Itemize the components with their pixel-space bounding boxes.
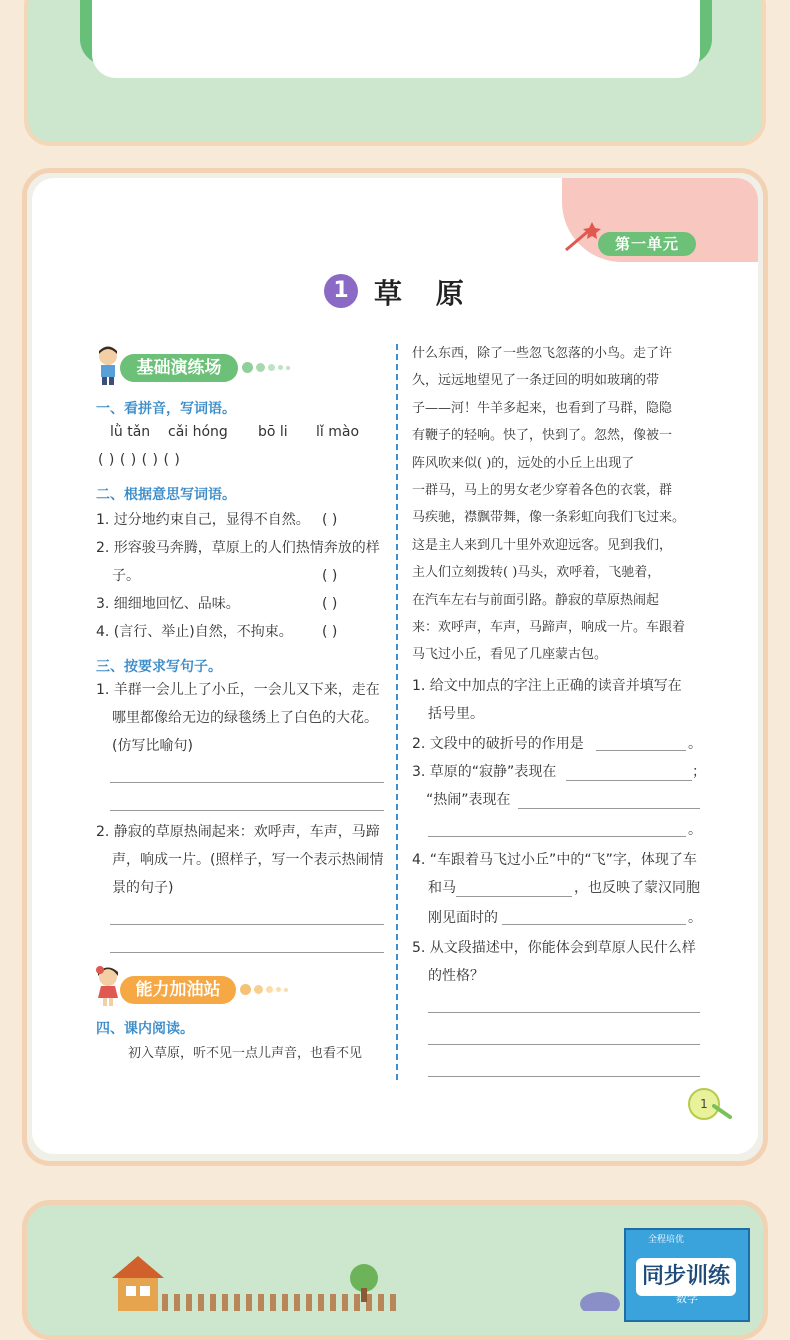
q1-line1: 1. 给文中加点的字注上正确的读音并填写在: [412, 678, 682, 694]
book-top-text: 全程培优: [648, 1235, 685, 1245]
boy-mascot-icon: [94, 346, 122, 386]
passage-line: 来：欢呼声，车声，马蹄声，响成一片。车跟着: [412, 620, 686, 636]
book-subject: 数学: [676, 1292, 698, 1305]
s2-item-3: 3. 细细地回忆、品味。: [96, 596, 240, 612]
basic-practice-label: 基础演练场: [120, 354, 238, 382]
reading-passage: [412, 340, 685, 669]
s3-q2-line3: 景的句子): [112, 880, 174, 896]
passage-line: 主人们立刻拨转( )马头，欢呼着，飞驰着，: [412, 565, 661, 581]
q4-line1: 4. “车跟着马飞过小丘”中的“飞”字，体现了车: [412, 852, 697, 868]
s3-q1-answer-line-2[interactable]: [110, 810, 384, 811]
q2-answer-line[interactable]: [596, 750, 686, 751]
pinyin-3: bō li: [258, 424, 288, 440]
passage-line: 马飞过小丘，看见了几座蒙古包。: [412, 647, 608, 663]
passage-line: 马疾驰，襟飘带舞，像一条彩虹向我们飞过来。: [412, 510, 686, 526]
column-divider: [396, 344, 398, 1080]
passage-line: 阵风吹来似( )的，远处的小丘上出现了: [412, 455, 635, 471]
q5-line1: 5. 从文段描述中，你能体会到草原人民什么样: [412, 940, 696, 956]
s2-answer-4[interactable]: ( ): [322, 624, 338, 640]
page-number: 1: [688, 1088, 720, 1120]
passage-line: 这是主人来到几十里外欢迎远客。见到我们，: [412, 537, 673, 553]
s3-q2-line2: 声，响成一片。(照样子，写一个表示热闹情: [112, 852, 384, 868]
lesson-title: 草 原: [374, 277, 476, 310]
q3-period: 。: [688, 822, 702, 838]
s2-item-4: 4. (言行、举止)自然，不拘束。: [96, 624, 293, 640]
q5-answer-line-2[interactable]: [428, 1044, 700, 1045]
pinyin-1: lǜ tǎn: [110, 424, 151, 440]
s2-item-2-cont: 子。: [112, 568, 140, 584]
decorative-dots-orange: [240, 984, 288, 995]
pinyin-4: lǐ mào: [316, 424, 360, 440]
q5-line2: 的性格？: [428, 968, 484, 984]
q3-text-2: “热闹”表现在: [426, 792, 511, 808]
q4-answer-line-1[interactable]: [456, 896, 572, 897]
q3-answer-line-2[interactable]: [518, 808, 700, 809]
house-fence-illustration: [108, 1254, 458, 1311]
passage-line: 子——河！牛羊多起来，也看到了马群，隐隐: [412, 400, 673, 416]
magic-wand-icon: [562, 222, 602, 252]
s2-item-2: 2. 形容骏马奔腾，草原上的人们热情奔放的样: [96, 540, 380, 556]
q3-answer-line-1[interactable]: [566, 780, 692, 781]
pinyin-answer-blanks[interactable]: ( ) ( ) ( ) ( ): [98, 452, 181, 468]
pinyin-2: cǎi hóng: [168, 424, 228, 440]
q4-period: 。: [688, 910, 702, 926]
q5-answer-line-3[interactable]: [428, 1076, 700, 1077]
s2-answer-3[interactable]: ( ): [322, 596, 338, 612]
section-2-heading: 二、根据意思写词语。: [96, 487, 236, 503]
magnifier-handle-icon: [712, 1104, 734, 1120]
section-3-heading: 三、按要求写句子。: [96, 659, 222, 675]
passage-line: 一群马，马上的男女老少穿着各色的衣裳，群: [412, 483, 673, 499]
s3-q1-line2: 哪里都像给无边的绿毯绣上了白色的大花。: [112, 710, 378, 726]
previous-page-white-panel: [92, 0, 700, 78]
q2-period: 。: [688, 736, 702, 752]
q2-text: 2. 文段中的破折号的作用是: [412, 736, 584, 752]
passage-line: 有鞭子的轻响。快了，快到了。忽然，像被一: [412, 428, 673, 444]
passage-line: 在汽车左右与前面引路。静寂的草原热闹起: [412, 592, 660, 608]
s3-q2-answer-line-1[interactable]: [110, 924, 384, 925]
q3-answer-line-3[interactable]: [428, 836, 686, 837]
q4-line2a: 和马: [428, 880, 456, 896]
s3-q1-line3: (仿写比喻句): [112, 738, 193, 754]
s2-answer-2[interactable]: ( ): [322, 568, 338, 584]
cartoon-character-icon: [572, 1284, 622, 1311]
section-4-heading: 四、课内阅读。: [96, 1021, 194, 1037]
girl-mascot-icon: [94, 966, 122, 1008]
s2-answer-1[interactable]: ( ): [322, 512, 338, 528]
passage-line: 久，远远地望见了一条迂回的明如玻璃的带: [412, 373, 660, 389]
decorative-dots: [242, 362, 290, 373]
s2-item-1: 1. 过分地约束自己，显得不自然。: [96, 512, 310, 528]
lesson-number: 1: [324, 274, 358, 308]
q1-line2: 括号里。: [428, 706, 484, 722]
unit-badge: 第一单元: [598, 232, 696, 256]
q5-answer-line-1[interactable]: [428, 1012, 700, 1013]
book-title: 同步训练: [636, 1258, 736, 1296]
section-1-heading: 一、看拼音，写词语。: [96, 401, 236, 417]
passage-line: 什么东西，除了一些忽飞忽落的小鸟。走了许: [412, 346, 673, 361]
s3-q2-answer-line-2[interactable]: [110, 952, 384, 953]
q3-text: 3. 草原的“寂静”表现在: [412, 764, 557, 780]
q3-semicolon: ；: [692, 764, 706, 780]
s3-q2-line1: 2. 静寂的草原热闹起来：欢呼声，车声，马蹄: [96, 824, 380, 840]
q4-line2b: ，也反映了蒙汉同胞: [574, 880, 700, 896]
s3-q1-line1: 1. 羊群一会儿上了小丘，一会儿又下来，走在: [96, 682, 380, 698]
passage-first-line: 初入草原，听不见一点儿声音，也看不见: [128, 1046, 363, 1061]
ability-boost-label: 能力加油站: [120, 976, 236, 1004]
q4-line3: 刚见面时的: [428, 910, 498, 926]
q4-answer-line-2[interactable]: [502, 924, 686, 925]
s3-q1-answer-line-1[interactable]: [110, 782, 384, 783]
